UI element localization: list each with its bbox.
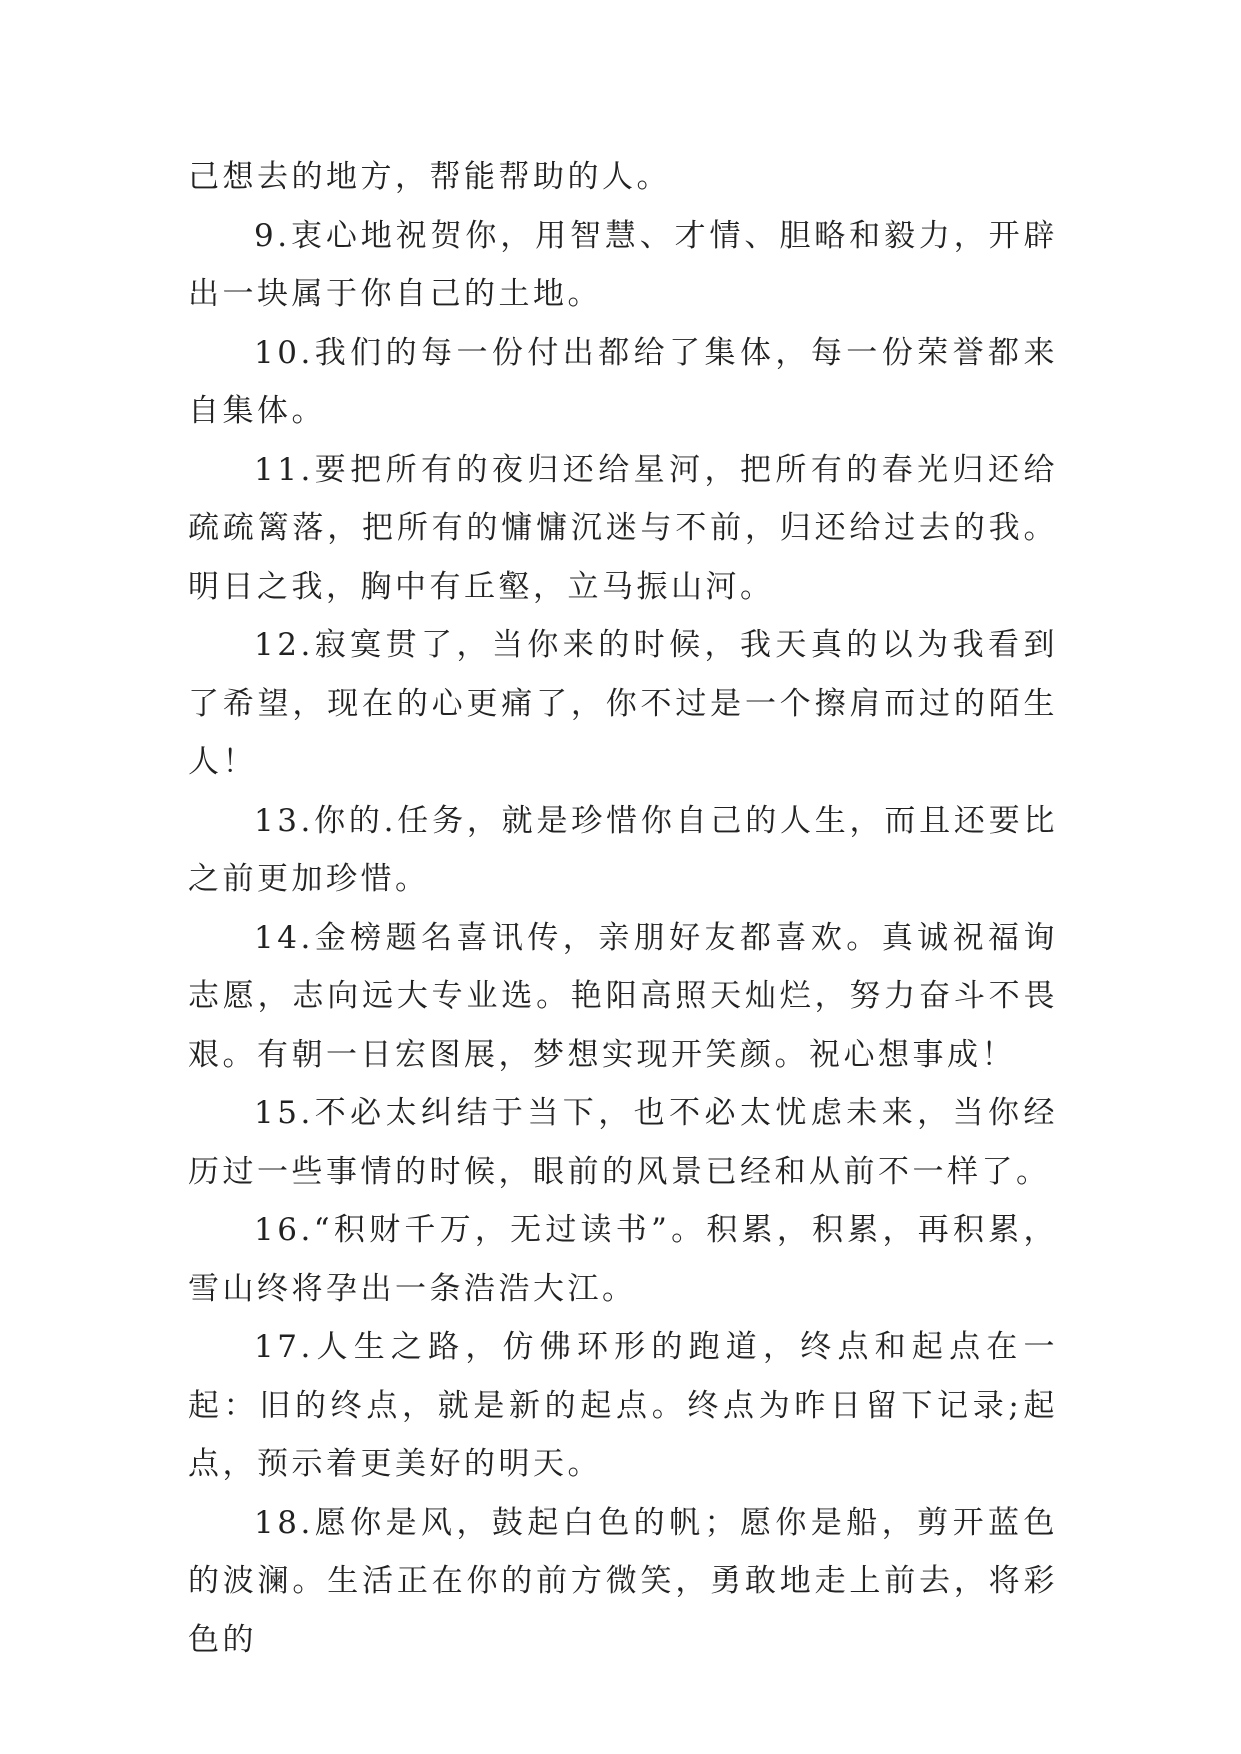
paragraph-item-14: 14.金榜题名喜讯传，亲朋好友都喜欢。真诚祝福询志愿，志向远大专业选。艳阳高照天灿烂，努力奋斗不畏艰。有朝一日宏图展，梦想实现开笑颜。祝心想事成！ <box>188 919 1058 1073</box>
document-body <box>188 148 1058 1669</box>
paragraph-item-13: 13.你的.任务，就是珍惜你自己的人生，而且还要比之前更加珍惜。 <box>188 802 1058 897</box>
paragraph-item-11: 11.要把所有的夜归还给星河，把所有的春光归还给疏疏篱落，把所有的慵慵沉迷与不前，归还给过去的我。明日之我，胸中有丘壑，立马振山河。 <box>188 451 1058 605</box>
paragraph-item-10: 10.我们的每一份付出都给了集体，每一份荣誉都来自集体。 <box>188 334 1058 429</box>
paragraph-item-12: 12.寂寞贯了，当你来的时候，我天真的以为我看到了希望，现在的心更痛了，你不过是一个擦肩而过的陌生人！ <box>188 627 1058 780</box>
paragraph-item-16: 16.“积财千万，无过读书”。积累，积累，再积累，雪山终将孕出一条浩浩大江。 <box>188 1212 1058 1307</box>
paragraph-continuation: 己想去的地方，帮能帮助的人。 <box>188 159 671 195</box>
paragraph-item-9: 9.衷心地祝贺你，用智慧、才情、胆略和毅力，开辟出一块属于你自己的土地。 <box>188 217 1058 312</box>
paragraph-item-18: 18.愿你是风，鼓起白色的帆；愿你是船，剪开蓝色的波澜。生活正在你的前方微笑，勇敢地走上前去，将彩色的 <box>188 1504 1058 1658</box>
paragraph-item-15: 15.不必太纠结于当下，也不必太忧虑未来，当你经历过一些事情的时候，眼前的风景已经和从前不一样了。 <box>188 1095 1058 1190</box>
paragraph-item-17: 17.人生之路，仿佛环形的跑道，终点和起点在一起：旧的终点，就是新的起点。终点为昨日留下记录;起点，预示着更美好的明天。 <box>188 1329 1058 1482</box>
